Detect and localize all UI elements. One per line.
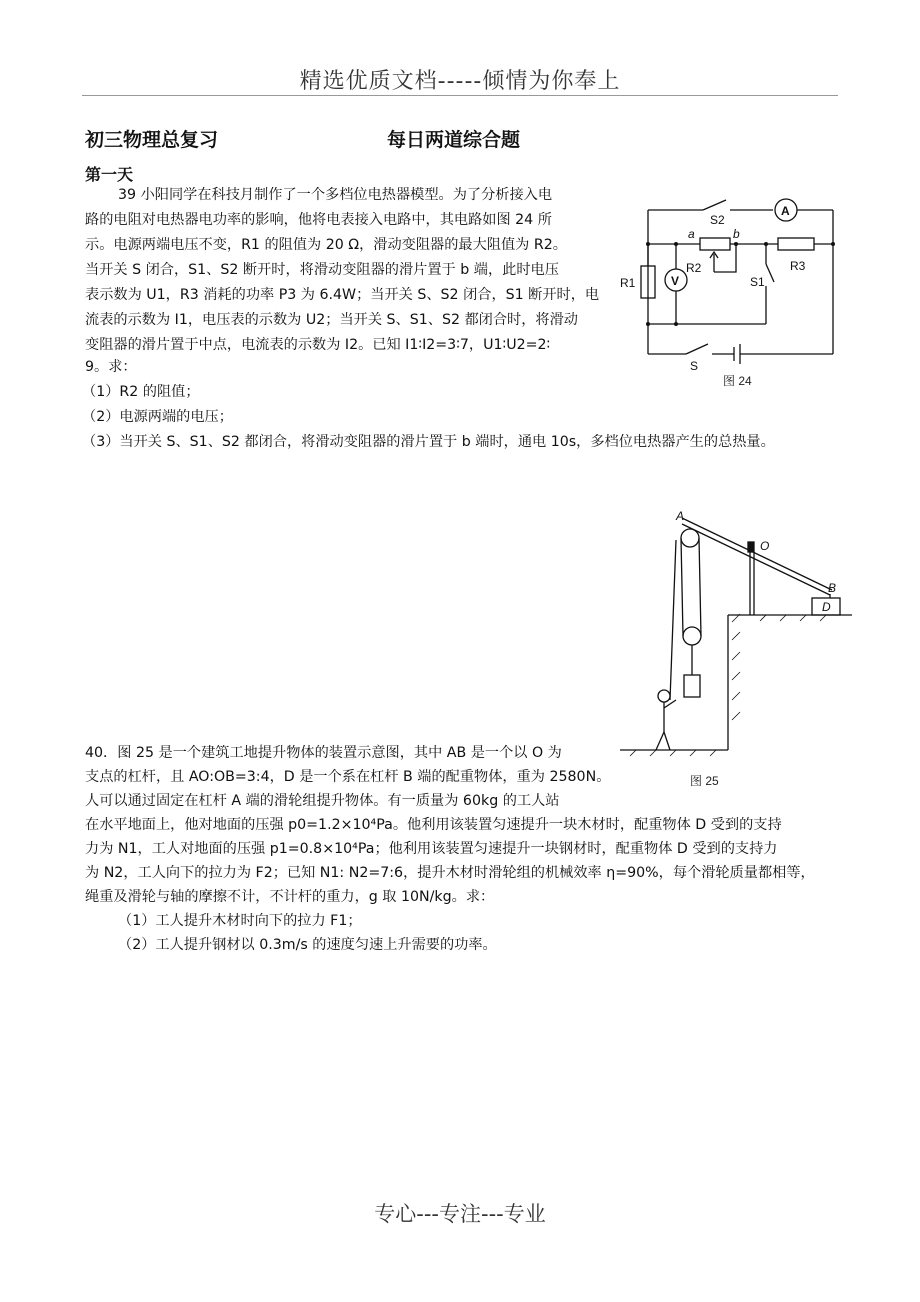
- label-s2: S2: [710, 213, 725, 227]
- q39-line: 示。电源两端电压不变，R1 的阻值为 20 Ω，滑动变阻器的最大阻值为 R2。: [85, 237, 567, 253]
- page-header: 精选优质文档-----倾情为你奉上: [299, 69, 621, 94]
- label-d: D: [822, 600, 831, 614]
- label-r3: R3: [790, 259, 806, 273]
- label-r1: R1: [620, 276, 636, 290]
- doc-title: 初三物理总复习: [85, 129, 219, 151]
- q40-line: 为 N2，工人向下的拉力为 F2；已知 N1: N2=7:6，提升木材时滑轮组的机械效率 η=90%，每个滑轮质量都相等，: [85, 865, 815, 881]
- q39-subq-3: （3）当开关 S、S1、S2 都闭合，将滑动变阻器的滑片置于 b 端时，通电 10s，多档位电热器产生的总热量。: [82, 434, 775, 450]
- label-r2: R2: [686, 261, 702, 275]
- label-a: a: [688, 227, 695, 241]
- figure-25-caption: 图 25: [690, 774, 719, 788]
- q40-line: 在水平地面上，他对地面的压强 p0=1.2×10⁴Pa。他利用该装置匀速提升一块木材时，配重物体 D 受到的支持: [85, 817, 782, 833]
- label-a: A: [676, 509, 685, 523]
- load-block-icon: [684, 675, 700, 697]
- worker-head-icon: [658, 690, 670, 702]
- q39-line: 表示数为 U1，R3 消耗的功率 P3 为 6.4W；当开关 S、S2 闭合，S1 断开时，电: [85, 287, 600, 303]
- label-s: S: [690, 359, 699, 373]
- q39-line: 39 小阳同学在科技月制作了一个多档位电热器模型。为了分析接入电: [118, 187, 553, 203]
- label-o: O: [760, 539, 770, 553]
- q39-line: 当开关 S 闭合，S1、S2 断开时，将滑动变阻器的滑片置于 b 端，此时电压: [85, 262, 559, 278]
- q39-line: 流表的示数为 I1，电压表的示数为 U2；当开关 S、S1、S2 都闭合时，将滑动: [85, 312, 578, 328]
- doc-subtitle: 每日两道综合题: [387, 129, 521, 151]
- label-b: b: [733, 227, 740, 241]
- page-footer: 专心---专注---专业: [374, 1202, 546, 1226]
- q40-subq-1: （1）工人提升木材时向下的拉力 F1；: [118, 913, 362, 929]
- circuit-diagram: [618, 192, 818, 372]
- figure-24-caption: 图 24: [723, 374, 752, 388]
- q39-line: 9。求：: [85, 359, 137, 375]
- moving-pulley-icon: [683, 627, 701, 645]
- fixed-pulley-icon: [681, 529, 699, 547]
- q39-subq-2: （2）电源两端的电压；: [82, 409, 233, 425]
- q40-line: 40．图 25 是一个建筑工地提升物体的装置示意图，其中 AB 是一个以 O 为: [85, 745, 562, 761]
- q40-line: 人可以通过固定在杠杆 A 端的滑轮组提升物体。有一质量为 60kg 的工人站: [85, 793, 560, 809]
- q39-subq-1: （1）R2 的阻值；: [82, 384, 200, 400]
- header-rule: [82, 95, 838, 96]
- lever-pulley-diagram: [620, 510, 860, 770]
- q40-line: 绳重及滑轮与轴的摩擦不计，不计杆的重力，g 取 10N/kg。求：: [85, 889, 495, 905]
- q40-line: 支点的杠杆，且 AO:OB=3:4，D 是一个系在杠杆 B 端的配重物体，重为 2580N。: [85, 769, 611, 785]
- resistor-r3-icon: [778, 238, 814, 250]
- rheostat-r2-icon: [700, 238, 730, 250]
- label-ammeter: A: [781, 204, 790, 218]
- label-voltmeter: V: [671, 274, 680, 288]
- day-label: 第一天: [85, 165, 134, 184]
- q39-line: 路的电阻对电热器电功率的影响，他将电表接入电路中，其电路如图 24 所: [85, 212, 552, 228]
- q40-line: 力为 N1，工人对地面的压强 p1=0.8×10⁴Pa；他利用该装置匀速提升一块钢材时，配重物体 D 受到的支持力: [85, 841, 778, 857]
- label-s1: S1: [750, 275, 765, 289]
- q40-subq-2: （2）工人提升钢材以 0.3m/s 的速度匀速上升需要的功率。: [118, 937, 497, 953]
- q39-line: 变阻器的滑片置于中点，电流表的示数为 I2。已知 I1∶I2=3∶7，U1∶U2=2∶: [85, 337, 551, 353]
- label-b: B: [828, 581, 837, 595]
